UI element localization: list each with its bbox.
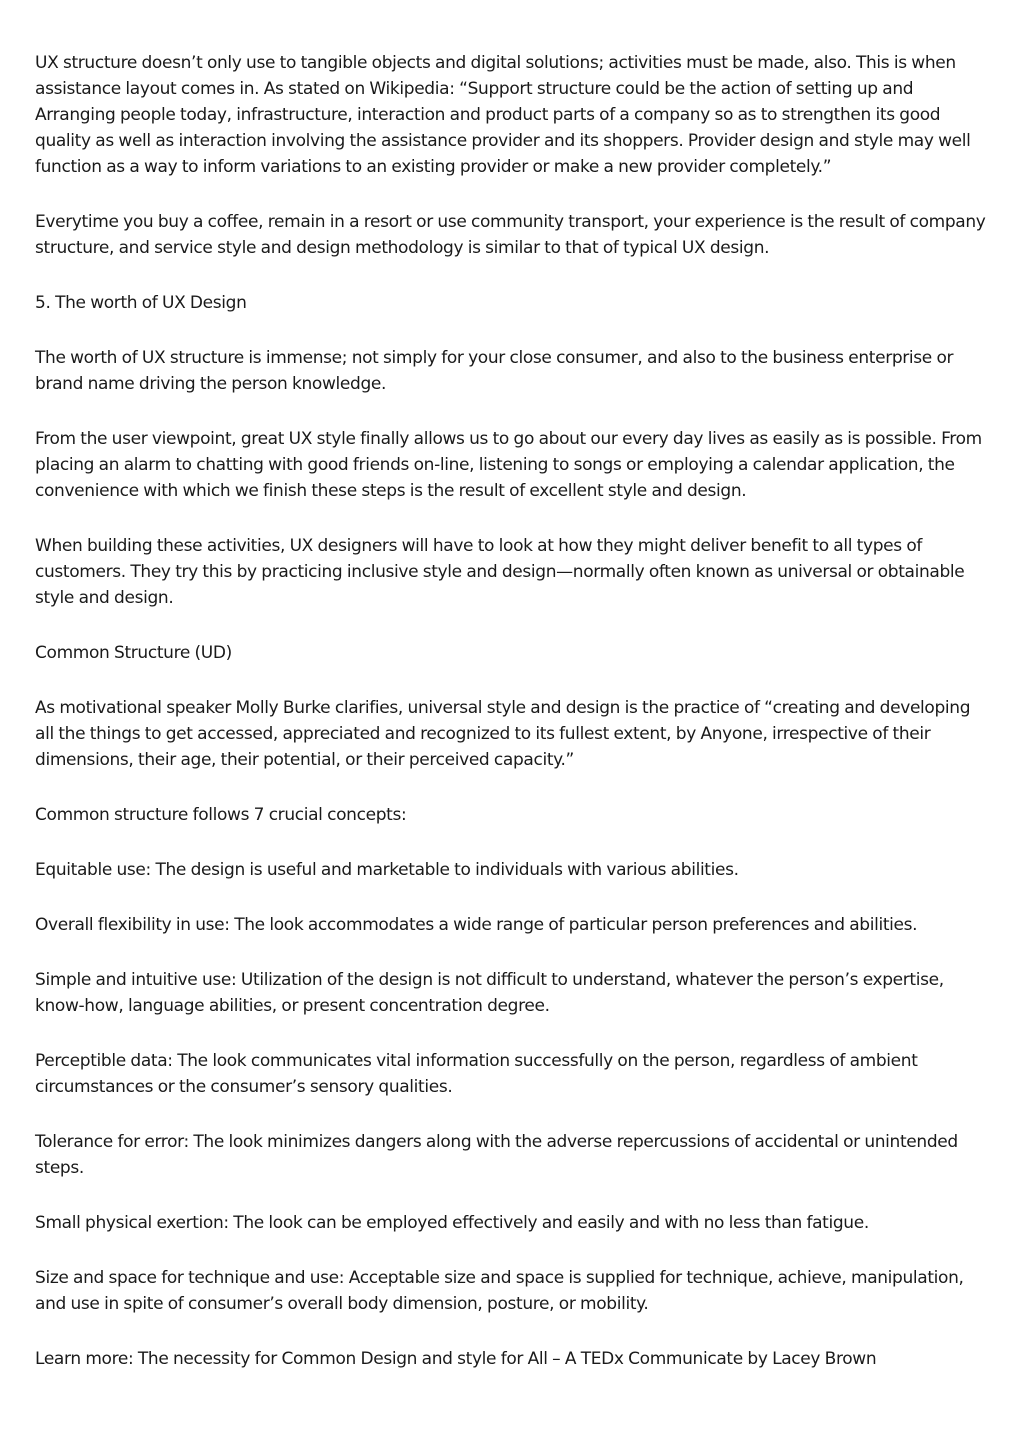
principle-flexibility-in-use: Overall flexibility in use: The look accommodates a wide range of particular person preferences and abilities. (35, 915, 918, 935)
paragraph-ux-worth: The worth of UX structure is immense; not simply for your close consumer, and also to the business enterprise or brand name driving the person knowledge. (35, 348, 954, 394)
paragraph-molly-burke-quote: As motivational speaker Molly Burke clarifies, universal style and design is the practice of “creating and developing all the things to get accessed, appreciated and recognized to its fullest extent, by Anyone, irrespective of their dimensions, their age, their potential, or their perceived capacity.” (35, 698, 971, 770)
principle-tolerance-for-error: Tolerance for error: The look minimizes dangers along with the adverse repercussions of accidental or unintended steps. (35, 1132, 958, 1178)
paragraph-service-design-example: Everytime you buy a coffee, remain in a resort or use community transport, your experience is the result of company structure, and service style and design methodology is similar to that of typical UX design. (35, 212, 986, 258)
principle-simple-intuitive-use: Simple and intuitive use: Utilization of the design is not difficult to understand, whatever the person’s expertise, know-how, language abilities, or present concentration degree. (35, 970, 944, 1016)
paragraph-principles-intro: Common structure follows 7 crucial concepts: (35, 805, 407, 825)
document-body (35, 50, 993, 1401)
section-heading-ux-worth: 5. The worth of UX Design (35, 293, 247, 313)
paragraph-learn-more: Learn more: The necessity for Common Design and style for All – A TEDx Communicate by Lacey Brown (35, 1349, 877, 1369)
paragraph-service-design-intro: UX structure doesn’t only use to tangible objects and digital solutions; activities must be made, also. This is when assistance layout comes in. As stated on Wikipedia: “Support structure could be the action of setting up and Arranging people today, infrastructure, interaction and product parts of a company so as to strengthen its good quality as well as interaction involving the assistance provider and its shoppers. Provider design and style may well function as a way to inform variations to an existing provider or make a new provider completely.” (35, 53, 971, 177)
section-heading-universal-design: Common Structure (UD) (35, 643, 232, 663)
principle-equitable-use: Equitable use: The design is useful and marketable to individuals with various abilities. (35, 860, 739, 880)
paragraph-inclusive-design: When building these activities, UX designers will have to look at how they might deliver benefit to all types of customers. They try this by practicing inclusive style and design—normally often known as universal or obtainable style and design. (35, 536, 965, 608)
principle-low-physical-effort: Small physical exertion: The look can be employed effectively and easily and with no less than fatigue. (35, 1213, 869, 1233)
principle-size-and-space: Size and space for technique and use: Acceptable size and space is supplied for technique, achieve, manipulation, and use in spite of consumer’s overall body dimension, posture, or mobility. (35, 1268, 964, 1314)
paragraph-user-viewpoint: From the user viewpoint, great UX style finally allows us to go about our every day lives as easily as is possible. From placing an alarm to chatting with good friends on-line, listening to songs or employing a calendar application, the convenience with which we finish these steps is the result of excellent style and design. (35, 429, 982, 501)
principle-perceptible-information: Perceptible data: The look communicates vital information successfully on the person, regardless of ambient circumstances or the consumer’s sensory qualities. (35, 1051, 918, 1097)
